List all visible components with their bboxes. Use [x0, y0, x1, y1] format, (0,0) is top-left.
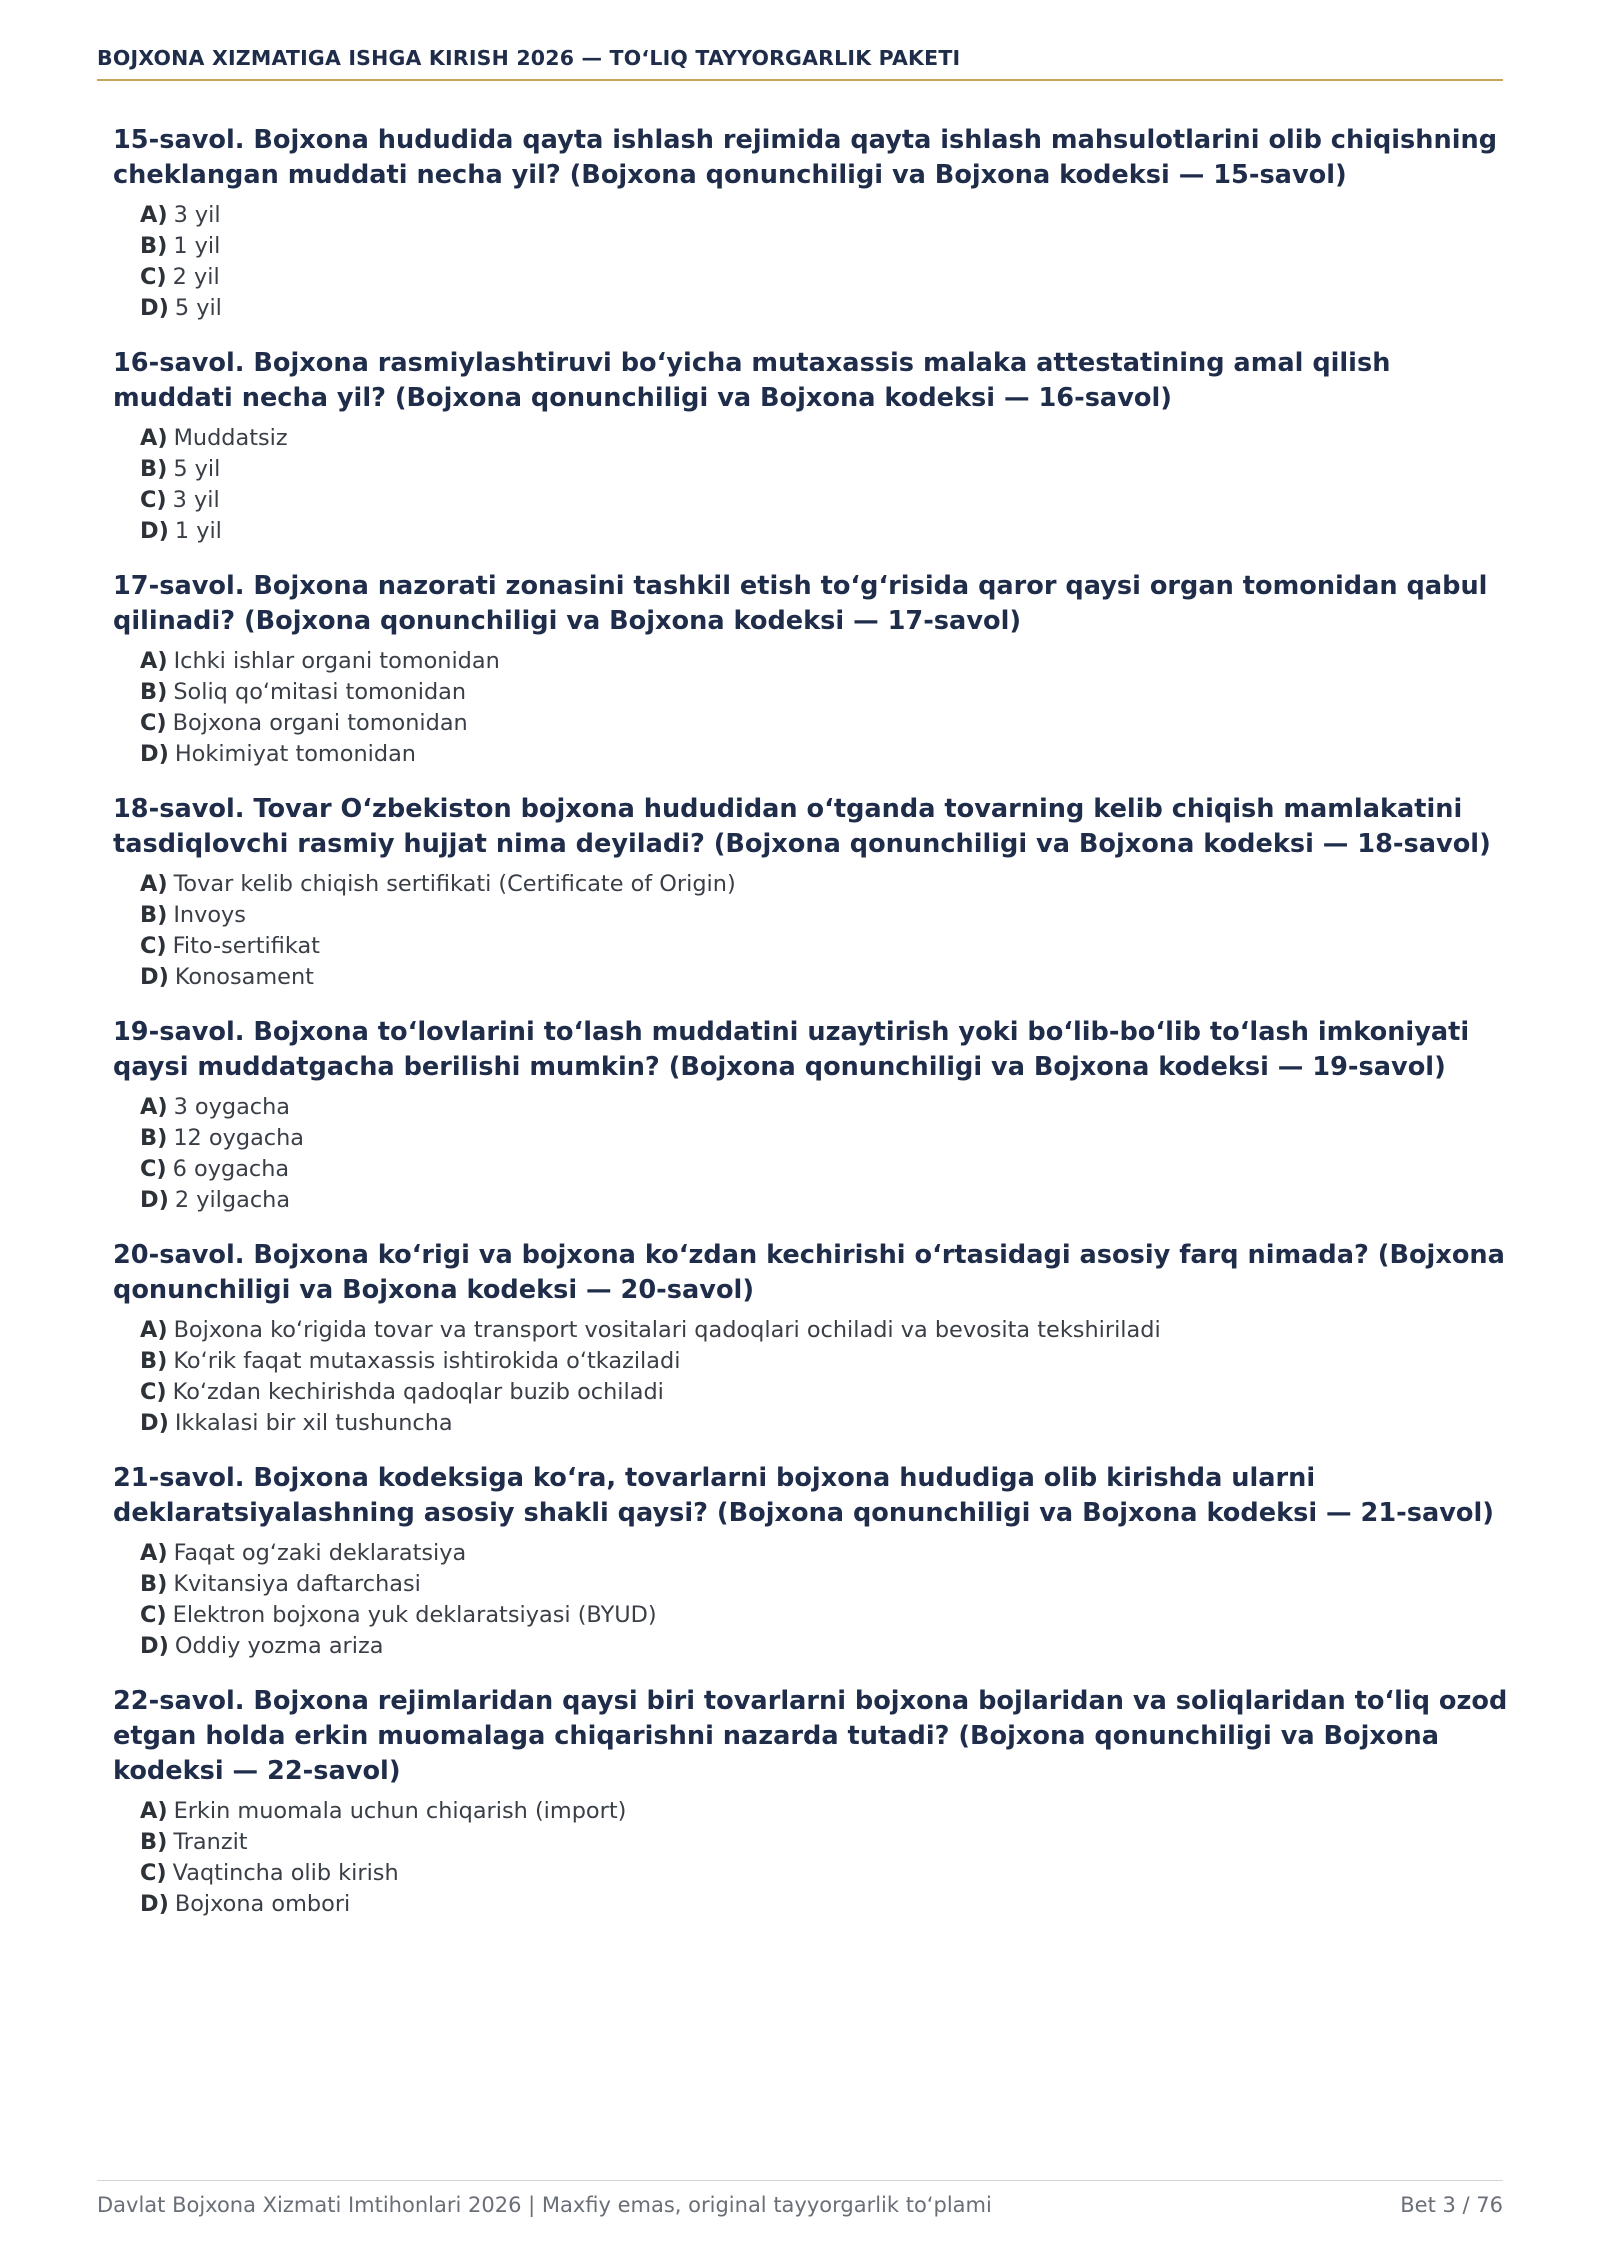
option-text: 3 oygacha	[173, 1094, 291, 1120]
option-letter: D)	[140, 1187, 169, 1213]
answer-option-a	[140, 1538, 1513, 1569]
answer-option-d	[140, 739, 1513, 770]
option-text: Tranzit	[173, 1829, 248, 1855]
option-letter: D)	[140, 741, 169, 767]
answer-option-d	[140, 1185, 1513, 1216]
option-letter: B)	[140, 679, 168, 705]
answer-option-b	[140, 231, 1513, 262]
option-text: Bojxona organi tomonidan	[172, 710, 468, 736]
answer-option-d	[140, 1408, 1513, 1439]
answer-option-b	[140, 1569, 1513, 1600]
option-letter: B)	[140, 456, 168, 482]
answer-option-c	[140, 262, 1513, 293]
answer-option-a	[140, 869, 1513, 900]
option-text: Ko‘zdan kechirishda qadoqlar buzib ochiladi	[172, 1379, 664, 1405]
option-letter: A)	[140, 202, 168, 228]
option-text: 1 yil	[173, 233, 221, 259]
option-letter: C)	[140, 487, 167, 513]
answer-options	[113, 1092, 1513, 1216]
option-letter: D)	[140, 295, 169, 321]
answer-option-c	[140, 708, 1513, 739]
answer-option-d	[140, 293, 1513, 324]
option-letter: A)	[140, 1798, 168, 1824]
answer-options	[113, 1796, 1513, 1920]
question-title: 22-savol. Bojxona rejimlaridan qaysi biri tovarlarni bojxona bojlaridan va soliqlaridan to‘liq ozod etgan holda erkin muomalaga chiqarishni nazarda tutadi? (Bojxona qonunchiligi va Bojxona kodeksi — 22-savol)	[113, 1686, 1508, 1786]
question-title: 15-savol. Bojxona hududida qayta ishlash rejimida qayta ishlash mahsulotlarini olib chiqishning cheklangan muddati necha yil? (Bojxona qonunchiligi va Bojxona kodeksi — 15-savol)	[113, 125, 1498, 190]
answer-option-a	[140, 1796, 1513, 1827]
page-number: Bet 3 / 76	[1400, 2193, 1503, 2217]
option-text: Kvitansiya daftarchasi	[173, 1571, 421, 1597]
option-text: Fito-sertifikat	[172, 933, 320, 959]
question-block	[113, 346, 1513, 547]
option-text: 2 yilgacha	[174, 1187, 291, 1213]
question-block	[113, 1015, 1513, 1216]
answer-option-d	[140, 1631, 1513, 1662]
option-text: 5 yil	[174, 295, 222, 321]
answer-option-b	[140, 1346, 1513, 1377]
option-text: Muddatsiz	[173, 425, 288, 451]
option-letter: C)	[140, 1602, 167, 1628]
option-letter: A)	[140, 1094, 168, 1120]
option-letter: B)	[140, 1348, 168, 1374]
question-title: 21-savol. Bojxona kodeksiga ko‘ra, tovarlarni bojxona hududiga olib kirishda ularni deklaratsiyalashning asosiy shakli qaysi? (Bojxona qonunchiligi va Bojxona kodeksi — 21-savol)	[113, 1463, 1494, 1528]
answer-option-a	[140, 1315, 1513, 1346]
option-letter: B)	[140, 233, 168, 259]
page-header-title: BOJXONA XIZMATIGA ISHGA KIRISH 2026 — TO‘LIQ TAYYORGARLIK PAKETI	[97, 46, 961, 70]
answer-options	[113, 200, 1513, 324]
answer-option-a	[140, 423, 1513, 454]
question-title: 20-savol. Bojxona ko‘rigi va bojxona ko‘zdan kechirishi o‘rtasidagi asosiy farq nimada? (Bojxona qonunchiligi va Bojxona kodeksi — 20-savol)	[113, 1240, 1505, 1305]
answer-option-c	[140, 1858, 1513, 1889]
question-block	[113, 123, 1513, 324]
option-letter: B)	[140, 1125, 168, 1151]
option-letter: C)	[140, 1860, 167, 1886]
questions-list	[113, 123, 1513, 1942]
option-text: Faqat og‘zaki deklaratsiya	[173, 1540, 467, 1566]
option-text: Elektron bojxona yuk deklaratsiyasi (BYUD)	[172, 1602, 657, 1628]
answer-option-a	[140, 1092, 1513, 1123]
option-letter: C)	[140, 1156, 167, 1182]
option-letter: D)	[140, 964, 169, 990]
option-letter: A)	[140, 425, 168, 451]
answer-option-b	[140, 677, 1513, 708]
option-text: 2 yil	[172, 264, 220, 290]
question-title: 16-savol. Bojxona rasmiylashtiruvi bo‘yicha mutaxassis malaka attestatining amal qilish muddati necha yil? (Bojxona qonunchiligi va Bojxona kodeksi — 16-savol)	[113, 348, 1391, 413]
option-text: Bojxona ombori	[174, 1891, 351, 1917]
option-letter: A)	[140, 1317, 168, 1343]
option-letter: A)	[140, 648, 168, 674]
option-text: 3 yil	[172, 487, 220, 513]
option-letter: B)	[140, 902, 168, 928]
answer-option-a	[140, 646, 1513, 677]
option-text: 5 yil	[173, 456, 221, 482]
answer-option-b	[140, 454, 1513, 485]
option-text: Ikkalasi bir xil tushuncha	[174, 1410, 453, 1436]
option-text: Ichki ishlar organi tomonidan	[173, 648, 500, 674]
answer-option-c	[140, 931, 1513, 962]
question-title: 18-savol. Tovar O‘zbekiston bojxona hududidan o‘tganda tovarning kelib chiqish mamlakatini tasdiqlovchi rasmiy hujjat nima deyiladi? (Bojxona qonunchiligi va Bojxona kodeksi — 18-savol)	[113, 794, 1491, 859]
option-letter: C)	[140, 264, 167, 290]
answer-option-d	[140, 516, 1513, 547]
option-letter: D)	[140, 1633, 169, 1659]
answer-options	[113, 646, 1513, 770]
question-title: 17-savol. Bojxona nazorati zonasini tashkil etish to‘g‘risida qaror qaysi organ tomonidan qabul qilinadi? (Bojxona qonunchiligi va Bojxona kodeksi — 17-savol)	[113, 571, 1488, 636]
answer-option-b	[140, 900, 1513, 931]
option-letter: C)	[140, 1379, 167, 1405]
option-text: Invoys	[173, 902, 246, 928]
header-divider	[97, 79, 1503, 81]
answer-option-d	[140, 962, 1513, 993]
question-title: 19-savol. Bojxona to‘lovlarini to‘lash muddatini uzaytirish yoki bo‘lib-bo‘lib to‘lash imkoniyati qaysi muddatgacha berilishi mumkin? (Bojxona qonunchiligi va Bojxona kodeksi — 19-savol)	[113, 1017, 1470, 1082]
option-text: Oddiy yozma ariza	[174, 1633, 384, 1659]
answer-option-b	[140, 1123, 1513, 1154]
option-text: Erkin muomala uchun chiqarish (import)	[173, 1798, 627, 1824]
option-letter: D)	[140, 1891, 169, 1917]
option-letter: A)	[140, 1540, 168, 1566]
answer-option-d	[140, 1889, 1513, 1920]
answer-option-b	[140, 1827, 1513, 1858]
option-text: Bojxona ko‘rigida tovar va transport vositalari qadoqlari ochiladi va bevosita tekshiriladi	[173, 1317, 1161, 1343]
option-text: Ko‘rik faqat mutaxassis ishtirokida o‘tkaziladi	[173, 1348, 681, 1374]
footer-divider	[97, 2180, 1503, 2181]
answer-option-a	[140, 200, 1513, 231]
answer-options	[113, 869, 1513, 993]
option-text: 6 oygacha	[172, 1156, 290, 1182]
option-letter: D)	[140, 1410, 169, 1436]
question-block	[113, 1238, 1513, 1439]
answer-option-c	[140, 1377, 1513, 1408]
answer-option-c	[140, 1600, 1513, 1631]
option-text: Konosament	[174, 964, 314, 990]
answer-options	[113, 423, 1513, 547]
answer-option-c	[140, 1154, 1513, 1185]
option-text: 1 yil	[174, 518, 222, 544]
option-letter: B)	[140, 1829, 168, 1855]
question-block	[113, 792, 1513, 993]
option-letter: C)	[140, 933, 167, 959]
option-letter: C)	[140, 710, 167, 736]
answer-option-c	[140, 485, 1513, 516]
option-letter: A)	[140, 871, 168, 897]
option-letter: B)	[140, 1571, 168, 1597]
option-text: Vaqtincha olib kirish	[172, 1860, 399, 1886]
footer-text: Davlat Bojxona Xizmati Imtihonlari 2026 | Maxfiy emas, original tayyorgarlik to‘plami	[97, 2193, 992, 2217]
question-block	[113, 569, 1513, 770]
option-text: Hokimiyat tomonidan	[174, 741, 416, 767]
option-text: 3 yil	[173, 202, 221, 228]
option-text: 12 oygacha	[173, 1125, 305, 1151]
option-text: Tovar kelib chiqish sertifikati (Certificate of Origin)	[173, 871, 736, 897]
option-letter: D)	[140, 518, 169, 544]
answer-options	[113, 1315, 1513, 1439]
option-text: Soliq qo‘mitasi tomonidan	[173, 679, 467, 705]
answer-options	[113, 1538, 1513, 1662]
question-block	[113, 1684, 1513, 1920]
question-block	[113, 1461, 1513, 1662]
